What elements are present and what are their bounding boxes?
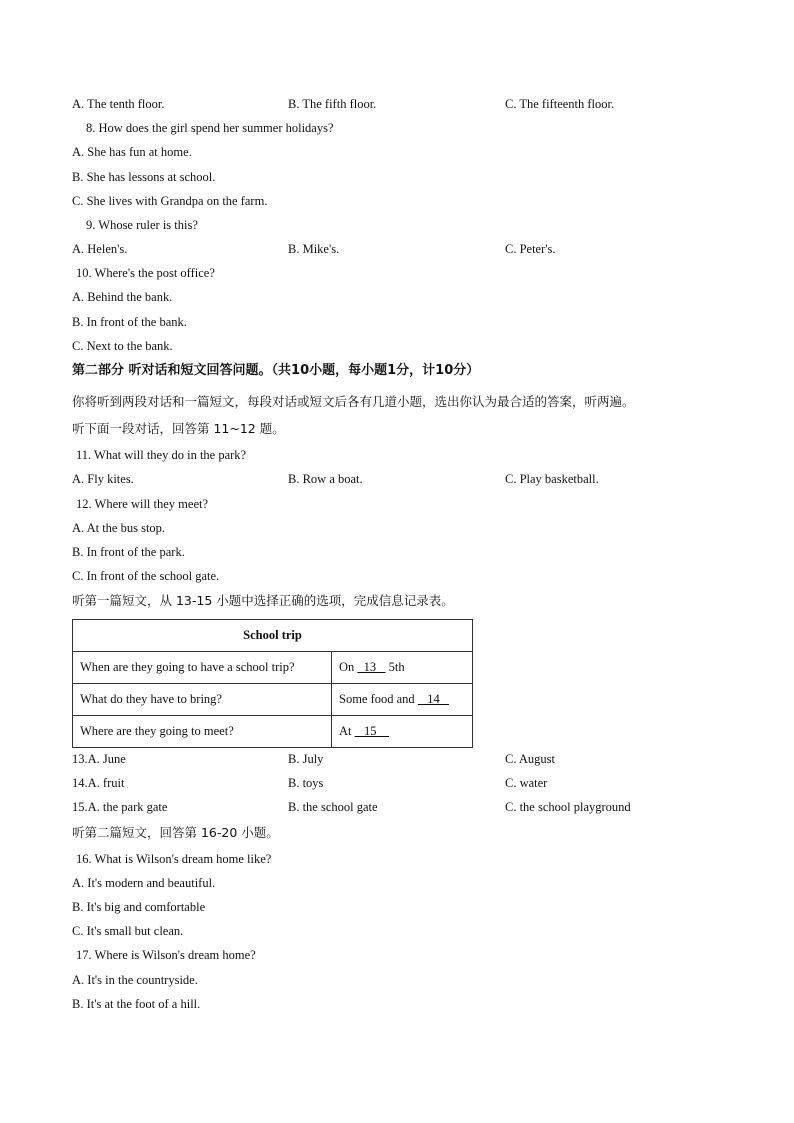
answer-prefix: On (339, 660, 358, 674)
q11-option-b: B. Row a boat. (288, 472, 363, 486)
section2-heading: 第二部分 听对话和短文回答问题。（共10小题，每小题1分，计10分） (72, 363, 480, 378)
table-answer (332, 652, 473, 684)
q9-option-b: B. Mike's. (288, 242, 340, 256)
q17-question: 17. Where is Wilson's dream home? (76, 948, 256, 962)
q11-option-a: A. Fly kites. (72, 472, 134, 486)
q16-question: 16. What is Wilson's dream home like? (76, 852, 272, 866)
q9-question: 9. Whose ruler is this? (86, 218, 198, 232)
q7-option-c: C. The fifteenth floor. (505, 97, 615, 111)
answer-blank-14: 14 (417, 692, 450, 706)
answer-prefix: Some food and (339, 692, 418, 706)
passage1-intro: 听第一篇短文，从 13-15 小题中选择正确的选项，完成信息记录表。 (72, 593, 454, 608)
q12-option-a: A. At the bus stop. (72, 521, 166, 535)
q13-option-b: B. July (288, 752, 324, 766)
q15-option-c: C. the school playground (505, 800, 631, 814)
table-question: Where are they going to meet? (73, 716, 332, 748)
q16-option-a: A. It's modern and beautiful. (72, 876, 216, 890)
section2-instruction: 你将听到两段对话和一篇短文，每段对话或短文后各有几道小题，选出你认为最合适的答案，听两遍。 (72, 394, 635, 409)
q8-option-c: C. She lives with Grandpa on the farm. (72, 194, 268, 208)
table-row (73, 716, 473, 748)
q8-question: 8. How does the girl spend her summer holidays? (86, 121, 334, 135)
school-trip-table (72, 619, 473, 748)
q11-question: 11. What will they do in the park? (76, 448, 247, 462)
q17-option-b: B. It's at the foot of a hill. (72, 997, 201, 1011)
answer-blank-15: 15 (354, 724, 389, 738)
table-row (73, 652, 473, 684)
answer-blank-13: 13 (357, 660, 386, 674)
q12-question: 12. Where will they meet? (76, 497, 209, 511)
q15-option-a: 15.A. the park gate (72, 800, 168, 814)
table-question: When are they going to have a school trip? (73, 652, 332, 684)
q10-question: 10. Where's the post office? (76, 266, 215, 280)
q14-option-c: C. water (505, 776, 548, 790)
q8-option-a: A. She has fun at home. (72, 145, 192, 159)
q10-option-a: A. Behind the bank. (72, 290, 173, 304)
q16-option-b: B. It's big and comfortable (72, 900, 206, 914)
q13-option-a: 13.A. June (72, 752, 126, 766)
table-answer (332, 684, 473, 716)
q7-option-b: B. The fifth floor. (288, 97, 377, 111)
q14-option-b: B. toys (288, 776, 324, 790)
dialog-intro: 听下面一段对话，回答第 11~12 题。 (72, 421, 285, 436)
table-answer (332, 716, 473, 748)
q9-option-a: A. Helen's. (72, 242, 128, 256)
q16-option-c: C. It's small but clean. (72, 924, 184, 938)
passage2-intro: 听第二篇短文，回答第 16-20 小题。 (72, 825, 279, 840)
q9-option-c: C. Peter's. (505, 242, 556, 256)
table-title-row (73, 620, 473, 652)
table-title: School trip (73, 620, 473, 652)
q15-option-b: B. the school gate (288, 800, 378, 814)
q13-option-c: C. August (505, 752, 556, 766)
q10-option-b: B. In front of the bank. (72, 315, 187, 329)
q11-option-c: C. Play basketball. (505, 472, 599, 486)
q17-option-a: A. It's in the countryside. (72, 973, 198, 987)
answer-prefix: At (339, 724, 355, 738)
q14-option-a: 14.A. fruit (72, 776, 125, 790)
q10-option-c: C. Next to the bank. (72, 339, 173, 353)
q12-option-b: B. In front of the park. (72, 545, 185, 559)
table-question: What do they have to bring? (73, 684, 332, 716)
q7-option-a: A. The tenth floor. (72, 97, 165, 111)
answer-suffix: 5th (385, 660, 405, 674)
table-row (73, 684, 473, 716)
q8-option-b: B. She has lessons at school. (72, 170, 216, 184)
q12-option-c: C. In front of the school gate. (72, 569, 220, 583)
